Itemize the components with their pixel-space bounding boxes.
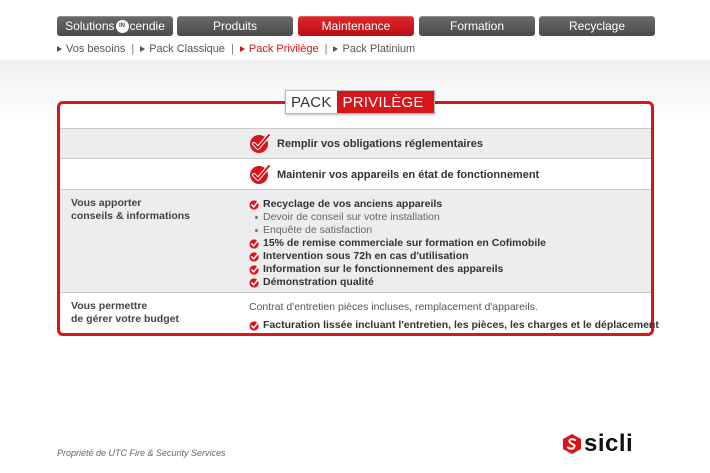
maintenir-text: Maintenir vos appareils en état de fonctionnement [277, 169, 540, 181]
sicli-logo [562, 432, 633, 456]
check-icon [249, 264, 260, 275]
list-item [249, 224, 372, 236]
tab-produits[interactable]: Produits [177, 16, 293, 36]
budget-label [71, 300, 179, 326]
list-item-text: 15% de remise commerciale sur formation en Cofimobile [263, 237, 547, 249]
arrow-right-icon [240, 46, 245, 52]
tab-label-post: cendie [129, 19, 165, 33]
list-item [249, 198, 442, 210]
row-obligations [60, 128, 651, 158]
main-nav [57, 16, 655, 36]
subnav-item-vos-besoins[interactable] [57, 43, 125, 55]
budget-contract-text: Contrat d'entretien pièces incluses, remplacement d'appareils. [249, 301, 538, 313]
budget-billing [249, 319, 659, 331]
check-icon [249, 251, 260, 262]
budget-label-line2: de gérer votre budget [71, 313, 179, 325]
budget-billing-text: Facturation lissée incluant l'entretien, les pièces, les charges et le déplacement [263, 319, 659, 331]
list-item [249, 276, 374, 288]
check-icon [249, 132, 271, 154]
subnav-label: Pack Platinium [342, 43, 416, 55]
row-conseils [60, 189, 651, 292]
list-item [249, 263, 503, 275]
arrow-right-icon [140, 46, 145, 52]
subnav-label: Pack Classique [149, 43, 226, 55]
tab-maintenance[interactable]: Maintenance [298, 16, 414, 36]
list-item-text: Recyclage de vos anciens appareils [263, 198, 443, 210]
subnav-separator: | [131, 43, 135, 55]
list-item-text: Enquête de satisfaction [263, 224, 373, 236]
conseils-label-line1: Vous apporter [71, 197, 142, 209]
pack-title-part2: PRIVILÈGE [337, 91, 434, 113]
list-item [249, 211, 440, 223]
logo-wordmark: sicli [584, 430, 634, 457]
check-icon [249, 163, 271, 185]
arrow-right-icon [333, 46, 338, 52]
list-item-text: Devoir de conseil sur votre installation [263, 211, 440, 223]
subnav-item-pack-platinium[interactable] [333, 43, 415, 55]
list-item-text: Information sur le fonctionnement des appareils [263, 263, 504, 275]
sicli-logo-mark-icon [562, 433, 582, 455]
tab-label-pre: Solutions [65, 19, 115, 33]
subnav-label: Pack Privilège [248, 43, 319, 55]
bullet-icon [255, 229, 258, 232]
conseils-label [71, 197, 190, 223]
check-icon [249, 199, 260, 210]
obligations-text: Remplir vos obligations réglementaires [277, 138, 484, 150]
subnav-separator: | [231, 43, 234, 55]
budget-label-line1: Vous permettre [71, 300, 148, 312]
subnav-item-pack-classique[interactable] [140, 43, 225, 55]
footer-copyright: Propriété de UTC Fire & Security Services [57, 448, 226, 458]
row-maintenir [60, 158, 651, 189]
sub-nav [57, 42, 415, 56]
check-icon [249, 277, 260, 288]
list-item [249, 237, 546, 249]
tab-solutions-incendie[interactable] [57, 16, 173, 36]
arrow-right-icon [57, 46, 62, 52]
conseils-label-line2: conseils & informations [71, 210, 191, 222]
list-item-text: Intervention sous 72h en cas d'utilisation [263, 250, 469, 262]
subnav-label: Vos besoins [66, 43, 126, 55]
check-icon [249, 320, 260, 331]
in-badge: IN [116, 20, 129, 33]
pack-panel [57, 101, 659, 336]
budget-contract [249, 301, 538, 313]
check-icon [249, 238, 260, 249]
subnav-item-pack-privilege[interactable] [240, 43, 319, 55]
bullet-icon [255, 216, 258, 219]
list-item [249, 250, 469, 262]
subnav-separator: | [324, 43, 328, 55]
tab-formation[interactable]: Formation [419, 16, 535, 36]
pack-title-part1: PACK [291, 93, 332, 111]
row-budget [60, 292, 659, 333]
pack-title [285, 90, 435, 114]
list-item-text: Démonstration qualité [263, 276, 374, 288]
tab-recyclage[interactable]: Recyclage [539, 16, 655, 36]
